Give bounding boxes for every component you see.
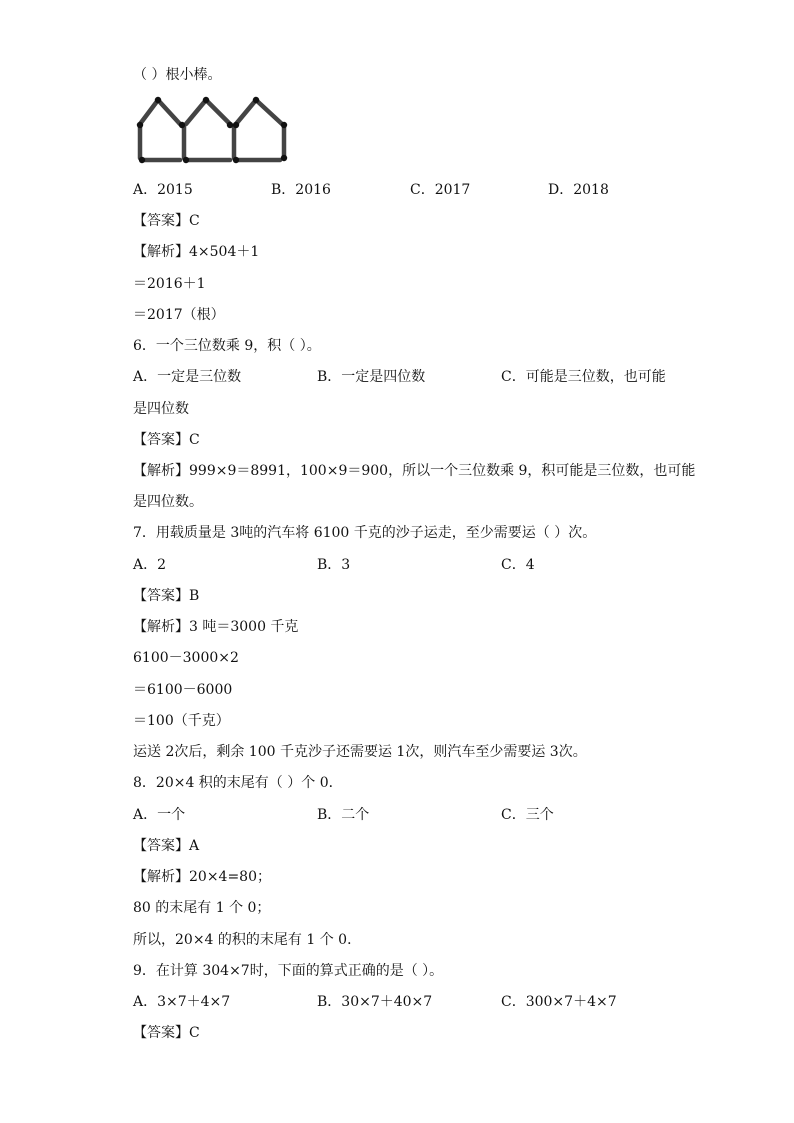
q6-option-a[interactable]: A．一定是三位数 [133,369,242,385]
q8-option-b[interactable]: B．二个 [317,807,370,823]
q8-analysis-line: 【解析】20×4=80； [133,869,271,885]
q6-analysis-line: 【解析】999×9＝8991，100×9＝900，所以一个三位数乘 9，积可能是三位数，也可能 [133,463,696,479]
q8-analysis-line: 80 的末尾有 1 个 0； [133,900,271,916]
q5-option-a[interactable]: A．2015 [133,182,193,198]
q9-option-b[interactable]: B．30×7＋40×7 [317,994,433,1010]
q5-analysis-line: ＝2016＋1 [133,276,206,292]
q6-option-c[interactable]: C．可能是三位数，也可能 [501,369,666,385]
q8-answer: 【答案】A [133,838,200,854]
q7-answer: 【答案】B [133,588,200,604]
q6-option-c-continued: 是四位数 [133,401,189,417]
q8-stem: 8．20×4 积的末尾有（ ）个 0． [133,775,343,791]
q6-answer: 【答案】C [133,432,200,448]
q8-option-c[interactable]: C．三个 [501,807,554,823]
q7-analysis-line: ＝100（千克） [133,713,230,729]
q9-option-c[interactable]: C．300×7＋4×7 [501,994,617,1010]
q7-option-b[interactable]: B．3 [317,557,351,573]
q8-analysis-line: 所以，20×4 的积的末尾有 1 个 0． [133,932,362,948]
q5-stem-tail: （ ）根小棒。 [133,67,222,83]
q6-analysis-line: 是四位数。 [133,494,203,510]
q9-stem: 9．在计算 304×7时，下面的算式正确的是（ ）。 [133,963,444,979]
q5-analysis-line: ＝2017（根） [133,307,225,323]
q7-analysis-line: 6100－3000×2 [133,650,239,666]
matchstick-houses-figure [130,94,292,166]
q7-analysis-line: ＝6100－6000 [133,682,233,698]
q9-option-a[interactable]: A．3×7＋4×7 [133,994,231,1010]
q7-option-a[interactable]: A．2 [133,557,167,573]
q5-analysis-line: 【解析】4×504＋1 [133,244,260,260]
q7-stem: 7．用载质量是 3吨的汽车将 6100 千克的沙子运走，至少需要运（ ）次。 [133,525,597,541]
q7-option-c[interactable]: C．4 [501,557,535,573]
q5-option-b[interactable]: B．2016 [271,182,331,198]
q5-option-c[interactable]: C．2017 [410,182,471,198]
q6-option-b[interactable]: B．一定是四位数 [317,369,426,385]
q6-stem: 6．一个三位数乘 9，积（ ）。 [133,338,321,354]
q8-option-a[interactable]: A．一个 [133,807,186,823]
q9-answer: 【答案】C [133,1025,200,1041]
q7-analysis-line: 【解析】3 吨＝3000 千克 [133,619,299,635]
q7-analysis-line: 运送 2次后，剩余 100 千克沙子还需要运 1次，则汽车至少需要运 3次。 [133,744,587,760]
q5-answer: 【答案】C [133,213,200,229]
q5-option-d[interactable]: D．2018 [548,182,609,198]
